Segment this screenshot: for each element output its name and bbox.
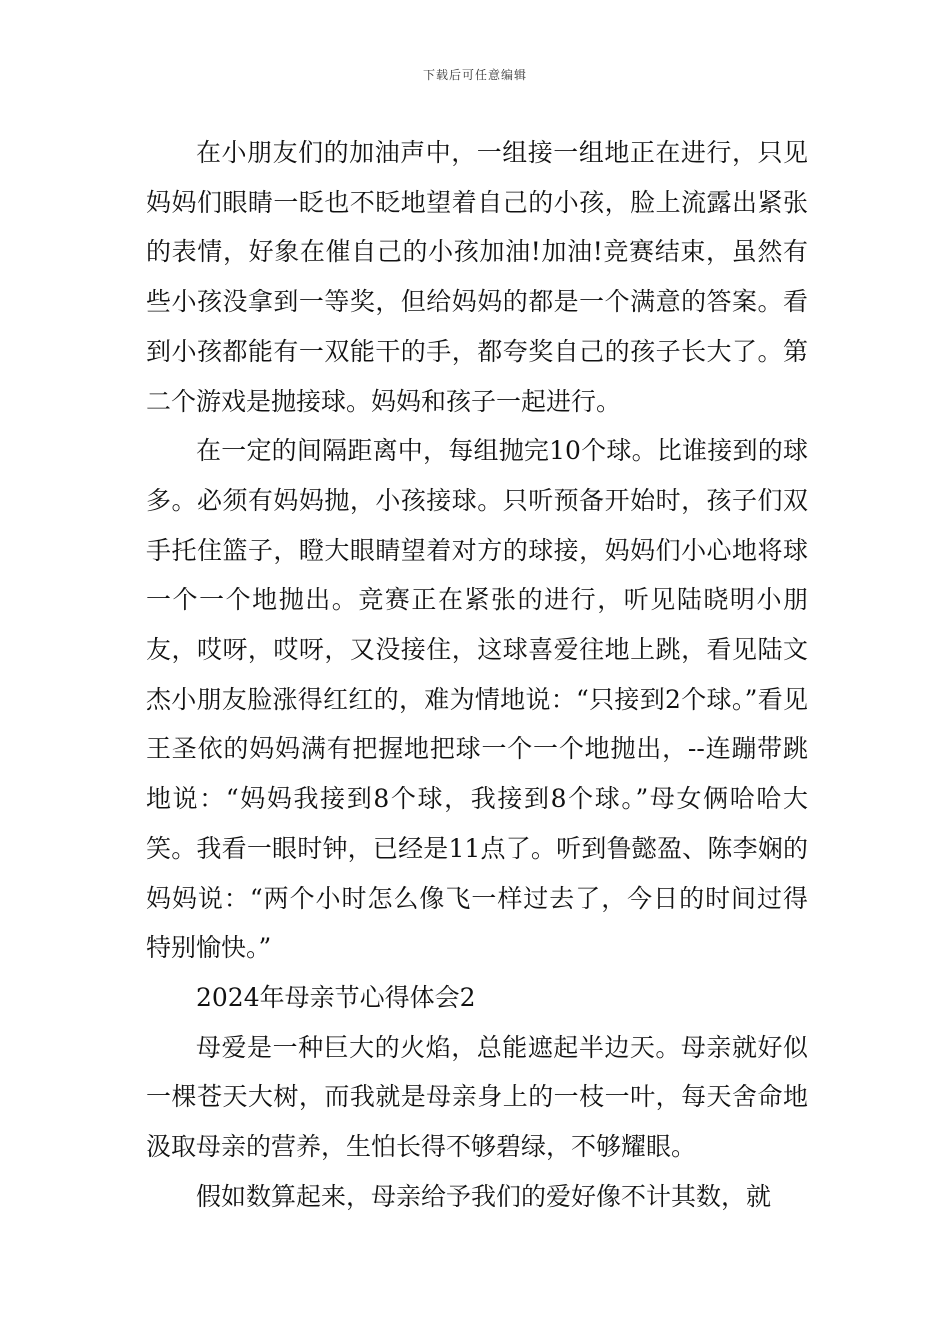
paragraph-sports-day-2: 在一定的间隔距离中，每组抛完10个球。比谁接到的球多。必须有妈妈抛，小孩接球。只听预备开始时，孩子们双手托住篮子，瞪大眼睛望着对方的球接，妈妈们小心地将球一个一个地抛出。竞赛正在紧张的进行，听见陆晓明小朋友，哎呀，哎呀，又没接住，这球喜爱往地上跳，看见陆文杰小朋友脸涨得红红的，难为情地说：“只接到2个球。”看见王圣依的妈妈满有把握地把球一个一个地抛出，--连蹦带跳地说：“妈妈我接到8个球，我接到8个球。”母女俩哈哈大笑。我看一眼时钟，已经是11点了。听到鲁懿盈、陈李娴的妈妈说：“两个小时怎么像飞一样过去了，今日的时间过得特别愉快。” [146, 436, 808, 963]
paragraph-mothers-love-1: 母爱是一种巨大的火焰，总能遮起半边天。母亲就好似一棵苍天大树，而我就是母亲身上的一枝一叶，每天舍命地汲取母亲的营养，生怕长得不够碧绿，不够耀眼。 [146, 1032, 808, 1162]
section-title: 2024年母亲节心得体会2 [196, 982, 476, 1012]
page-header: 下载后可任意编辑 [422, 68, 527, 82]
paragraph-mothers-love-2: 假如数算起来，母亲给予我们的爱好像不计其数，就 [196, 1181, 772, 1211]
document-body [146, 128, 808, 1221]
paragraph-sports-day-1: 在小朋友们的加油声中，一组接一组地正在进行，只见妈妈们眼睛一眨也不眨地望着自己的小孩，脸上流露出紧张的表情，好象在催自己的小孩加油!加油!竞赛结束，虽然有些小孩没拿到一等奖，但给妈妈的都是一个满意的答案。看到小孩都能有一双能干的手，都夸奖自己的孩子长大了。第二个游戏是抛接球。妈妈和孩子一起进行。 [146, 138, 808, 416]
